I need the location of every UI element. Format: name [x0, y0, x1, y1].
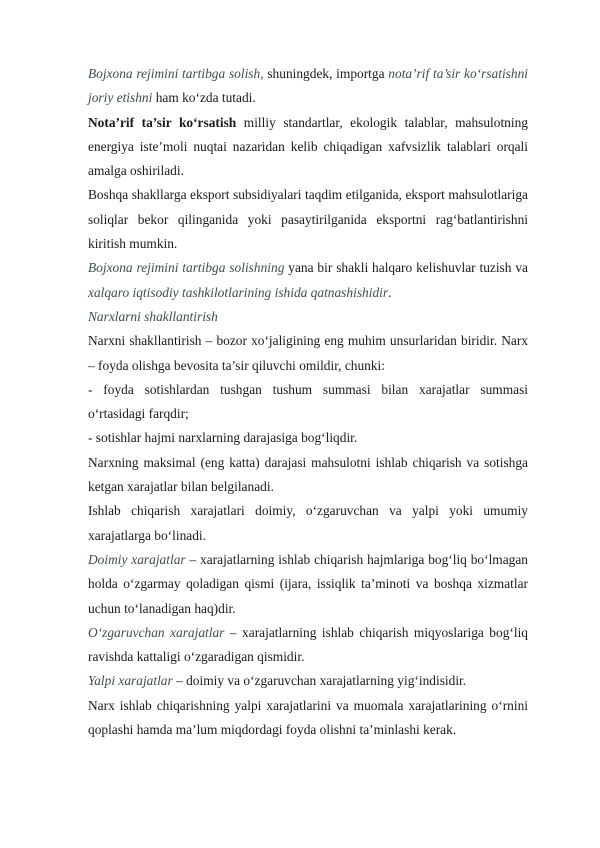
section-heading-pricing: Narxlarni shakllantirish	[88, 308, 218, 324]
body-text: Narx ishlab chiqarishning yalpi xarajatlarini va muomala xarajatlarining o‘rnini qoplashi hamda ma’lum miqdordagi foyda olishni ta’minlashi kerak.	[88, 697, 528, 738]
body-text: – xarajatlarning ishlab chiqarish hajmlariga bog‘liq bo‘lmagan holda o‘zgarmay qoladigan qismi (ijara, issiqlik ta’minoti va boshqa xizmatlar uchun to‘lanadigan haq)dir.	[88, 551, 529, 616]
body-text: ham ko‘zda tutadi.	[152, 90, 256, 106]
paragraph-export-stimulation	[88, 183, 528, 256]
paragraph-fixed-costs	[88, 548, 528, 621]
list-item-profit	[88, 378, 528, 427]
body-text: – xarajatlarning ishlab chiqarish miqyoslariga bog‘liq ravishda kattaligi o‘zgaradigan qismidir.	[88, 624, 528, 665]
body-text: Narxni shakllantirish – bozor xo‘jaligining eng muhim unsurlaridan biridir. Narx – foyda olishga bevosita ta’sir qiluvchi omildir, chunki:	[88, 333, 528, 373]
body-text: Ishlab chiqarish xarajatlari doimiy, o‘zgaruvchan va yalpi yoki umumiy xarajatlarga bo‘linadi.	[88, 503, 528, 543]
body-text: - sotishlar hajmi narxlarning darajasiga bog‘liqdir.	[88, 430, 358, 446]
paragraph-non-tariff-measures	[88, 111, 528, 184]
emphasis-text: nota’rif ta’sir ko‘rsatishni joriy etishni	[88, 66, 529, 106]
paragraph-pricing-definition	[88, 329, 528, 378]
body-text: milliy standartlar, ekologik talablar, mahsulotning energiya iste’moli nuqtai nazaridan kelib chiqadigan xafvsizlik talablari orqali amalga oshiriladi.	[88, 114, 528, 179]
paragraph-customs-regulation	[88, 62, 528, 111]
bold-term: Nota’rif ta’sir ko‘rsatish	[88, 114, 237, 130]
document-page	[88, 62, 528, 742]
emphasis-text: O‘zgaruvchan xarajatlar	[88, 624, 225, 640]
emphasis-text: Yalpi xarajatlar	[88, 673, 173, 689]
paragraph-international-agreements	[88, 256, 528, 305]
body-text: shuningdek, importga	[263, 66, 389, 81]
body-text: yana bir shakli halqaro kelishuvlar tuzish va	[284, 260, 528, 276]
emphasis-text: Bojxona rejimini tartibga solish,	[88, 66, 264, 81]
paragraph-price-coverage	[88, 694, 528, 743]
list-item-sales-volume	[88, 426, 528, 450]
emphasis-text: xalqaro iqtisodiy tashkilotlarining ishida qatnashishidir	[88, 284, 389, 300]
paragraph-variable-costs	[88, 621, 528, 670]
emphasis-text: Bojxona rejimini tartibga solishning	[88, 260, 285, 276]
paragraph-max-price	[88, 451, 528, 500]
emphasis-text: Doimiy xarajatlar	[88, 551, 186, 567]
body-text: Boshqa shakllarga eksport subsidiyalari taqdim etilganida, eksport mahsulotlariga soliqlar bekor qilinganida yoki pasaytirilganida eksportni rag‘batlantirishni kiritish mumkin.	[88, 187, 528, 252]
paragraph-cost-types	[88, 499, 528, 548]
body-text: Narxning maksimal (eng katta) darajasi mahsulotni ishlab chiqarish va sotishga ketgan xarajatlar bilan belgilanadi.	[88, 454, 528, 495]
paragraph-total-costs	[88, 669, 528, 693]
body-text: – doimiy va o‘zgaruvchan xarajatlarning yig‘indisidir.	[172, 673, 467, 689]
body-text: - foyda sotishlardan tushgan tushum summasi bilan xarajatlar summasi o‘rtasidagi farqdir;	[88, 381, 528, 422]
body-text: .	[388, 284, 392, 300]
